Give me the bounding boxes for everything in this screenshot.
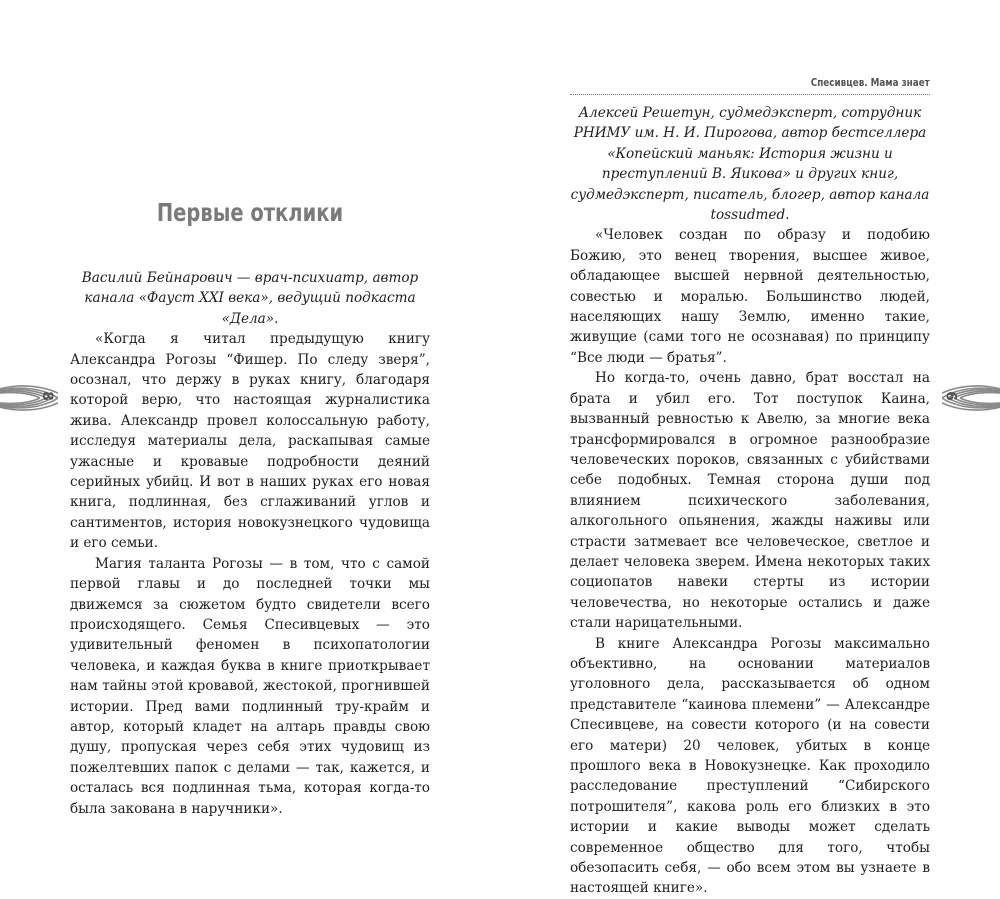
running-header [570, 76, 930, 89]
header-divider [570, 94, 930, 95]
page-number: 9 [945, 391, 962, 401]
section-title: Первые отклики [156, 198, 344, 227]
page-number: 8 [38, 391, 55, 401]
running-header-text: Спесивцев. Мама знает [810, 76, 930, 89]
review-byline: Алексей Решетун, судмедэксперт, сотрудник РНИМУ им. Н. И. Пирогова, автор бестселлера «Копейский маньяк: История жизни и преступлений В. Яикова» и других книг, судмедэксперт, писатель, блогер, автор канала tossudmed. [570, 105, 930, 224]
review-paragraph: «Человек создан по образу и подобию Божию, это венец творения, высшее живое, обладающее высшей нервной деятельностью, совестью и моралью. Большинство людей, населяющих нашу Землю, именно такие, живущие (сами того не осознавая) по принципу “Все люди — братья”. [570, 227, 930, 366]
right-text-column [570, 103, 930, 899]
review-paragraph: Магия таланта Рогозы — в том, что с самой первой главы и до последней точки мы движемся за сюжетом будто свидетели всего происходящего. Семья Спесивцевых — это удивительный феномен в психопатологии человека, и каждая буква в книге приоткрывает нам тайны этой кровавой, жестокой, прогнившей истории. Пред вами подлинный тру-крайм и автор, который кладет на алтарь правды свою душу, пропуская через себя этих чудовищ из пожелтевших папок с делами — так, кажется, и осталась вся подлинная тьма, которая когда-то была закована в наручники». [70, 555, 430, 817]
review-paragraph: Но когда-то, очень давно, брат восстал на брата и убил его. Тот поступок Каина, вызванный ревностью к Авелю, за многие века трансформировался в огромное разнообразие человеческих пороков, связанных с убийствами себе подобных. Темная сторона души под влиянием психического заболевания, алкогольного опьянения, жажды наживы или страсти затмевает все человеческое, светлое и делает человека зверем. Имена некоторых таких социопатов навеки стерты из истории человечества, но некоторые остались и даже стали нарицательными. [570, 370, 930, 632]
review-paragraph: В книге Александра Рогозы максимально объективно, на основании материалов уголовного дела, рассказывается об одном представителе “каинова племени” — Александре Спесивцеве, на совести которого (и на совести его матери) 20 человек, убитых в конце прошлого века в Новокузнецке. Как проходило расследование преступлений “Сибирского потрошителя”, какова роль его близких в это истории и какие выводы может сделать современное общество для того, чтобы обезопасить себя, — обо всем этом вы узнаете в настоящей книге». [570, 635, 930, 897]
review-paragraph: «Когда я читал предыдущую книгу Александра Рогозы “Фишер. По следу зверя”, осознал, что держу в руках книгу, благодаря которой верю, что настоящая журналистика жива. Александр провел колоссальную работу, исследуя материалы дела, раскапывая самые ужасные и кровавые подробности деяний серийных убийц. И вот в наших руках его новая книга, подлинная, без сглаживаний углов и сантиментов, история новокузнецкого чудовища и его семьи. [70, 331, 430, 552]
review-byline: Василий Бейнарович — врач-психиатр, автор канала «Фауст XXI века», ведущий подкаста «Дела». [81, 270, 419, 327]
left-text-column [70, 268, 430, 819]
